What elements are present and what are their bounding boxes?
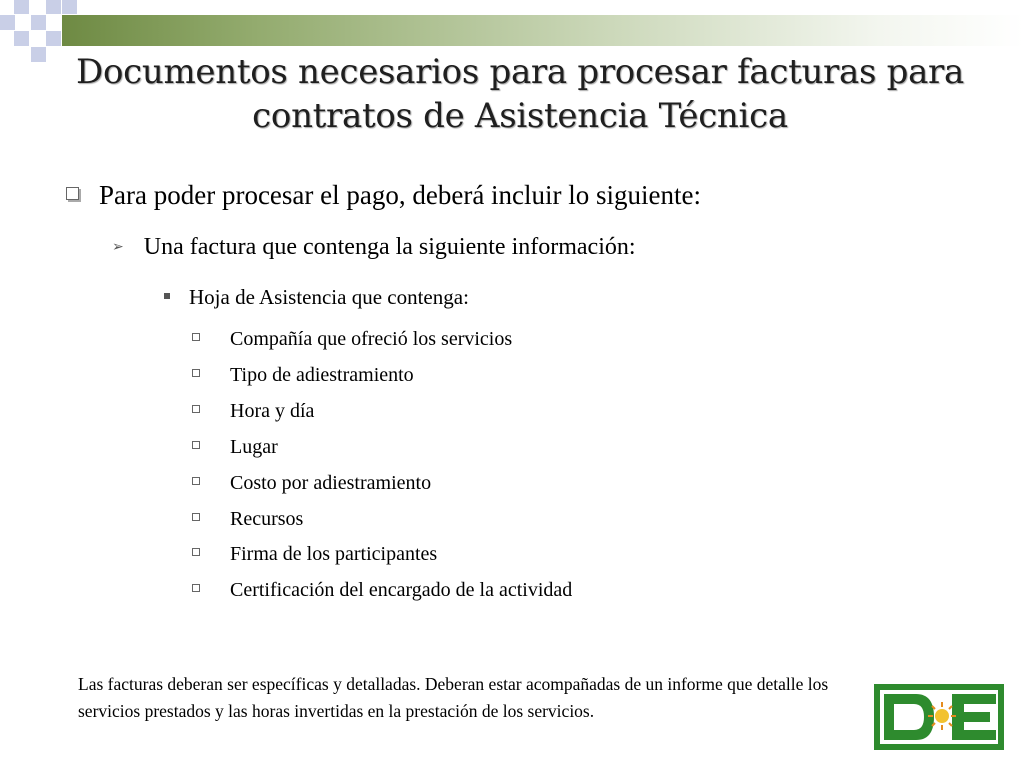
- list-item: [192, 400, 314, 423]
- deco-square: [0, 15, 15, 30]
- bullet-level2: [112, 234, 636, 261]
- deco-square: [46, 31, 61, 46]
- hollow-square-bullet-icon: [192, 369, 200, 377]
- bullet-level3: [164, 285, 469, 310]
- de-logo-icon: [872, 682, 1006, 757]
- list-item: [192, 364, 414, 387]
- bullet-level3-text: Hoja de Asistencia que contenga:: [189, 285, 469, 309]
- list-item: [192, 328, 512, 351]
- deco-square: [14, 0, 29, 14]
- list-item: [192, 543, 437, 566]
- list-item-text: Compañía que ofreció los servicios: [230, 328, 513, 350]
- bullet-level1-text: Para poder procesar el pago, deberá incluir lo siguiente:: [99, 180, 702, 210]
- bullet-level1: [66, 180, 701, 211]
- arrow-bullet-icon: ➢: [112, 240, 124, 255]
- list-item-text: Tipo de adiestramiento: [230, 364, 414, 386]
- slide-title: Documentos necesarios para procesar facturas para contratos de Asistencia Técnica: [76, 52, 964, 136]
- deco-square: [62, 0, 77, 14]
- list-item: [192, 436, 278, 459]
- list-item-text: Hora y día: [230, 400, 315, 422]
- deco-square: [46, 0, 61, 14]
- deco-square: [31, 47, 46, 62]
- list-item-text: Recursos: [230, 508, 304, 530]
- square-bullet-icon: [66, 187, 79, 200]
- hollow-square-bullet-icon: [192, 333, 200, 341]
- list-item-text: Lugar: [230, 436, 278, 458]
- deco-square: [14, 31, 29, 46]
- list-item-text: Firma de los participantes: [230, 543, 438, 565]
- hollow-square-bullet-icon: [192, 405, 200, 413]
- hollow-square-bullet-icon: [192, 548, 200, 556]
- deco-square: [31, 15, 46, 30]
- hollow-square-bullet-icon: [192, 584, 200, 592]
- footnote: Las facturas deberan ser específicas y detalladas. Deberan estar acompañadas de un informe que detalle los servicios prestados y las horas invertidas en la prestación de los servicios.: [78, 674, 829, 721]
- header-gradient-bar: [62, 15, 1024, 46]
- hollow-square-bullet-icon: [192, 441, 200, 449]
- hollow-square-bullet-icon: [192, 477, 200, 485]
- filled-square-bullet-icon: [164, 293, 170, 299]
- list-item-text: Costo por adiestramiento: [230, 472, 432, 494]
- list-item-text: Certificación del encargado de la actividad: [230, 579, 573, 601]
- hollow-square-bullet-icon: [192, 513, 200, 521]
- list-item: [192, 579, 572, 602]
- list-item: [192, 472, 431, 495]
- list-item: [192, 508, 303, 531]
- bullet-level2-text: Una factura que contenga la siguiente información:: [143, 234, 636, 260]
